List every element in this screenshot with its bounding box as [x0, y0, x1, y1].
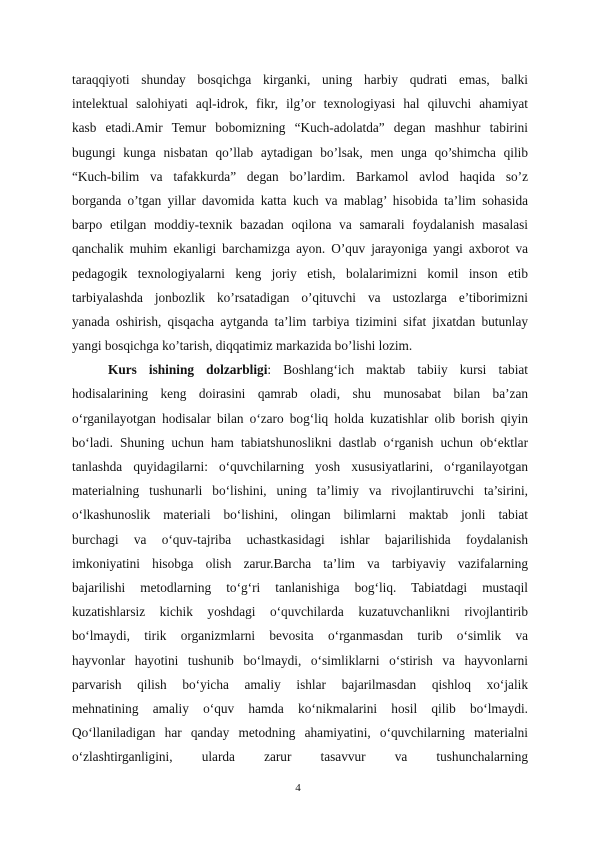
text-line: bajarilishi metodlarning to‘g‘ri tanlanishiga bog‘liq. Tabiatdagi mustaqil — [72, 579, 528, 595]
text-line: taraqqiyoti shunday bosqichga kirganki, uning harbiy qudrati emas, balki — [72, 72, 528, 87]
text-span: : Boshlang‘ich maktab tabiiy kursi tabiat — [267, 362, 528, 378]
text-line: Qo‘llaniladigan har qanday metodning ahamiyatini, o‘quvchilarning materialni — [72, 725, 528, 741]
text-line: yanada oshirish, qisqacha aytganda ta’lim tarbiya tizimini sifat jixatdan butunlay — [72, 313, 528, 329]
body-text — [72, 68, 528, 769]
text-line: hayvonlar hayotini tushunib bo‘lmaydi, o‘simliklarni o‘stirish va hayvonlarni — [72, 652, 528, 668]
paragraph-2 — [72, 358, 528, 769]
text-line: qanchalik muhim ekanligi barchamizga ayon. O’quv jarayoniga yangi axborot va — [72, 241, 528, 257]
text-line: pedagogik texnologiyalarni keng joriy etish, bolalarimizni komil inson etib — [72, 265, 528, 281]
text-line: borganda o’tgan yillar davomida katta kuch va mablag’ hisobida ta’lim sohasida — [72, 192, 528, 208]
text-line: bugungi kunga nisbatan qo’llab aytadigan bo’lsak, men unga qo’shimcha qilib — [72, 144, 528, 160]
text-line: o‘zlashtirganligini, ularda zarur tasavvur va tushunchalarning — [72, 749, 528, 765]
text-line: burchagi va o‘quv-tajriba uchastkasidagi ishlar bajarilishida foydalanish — [72, 531, 528, 547]
text-line: mehnatining amaliy o‘quv hamda ko‘nikmalarini hosil qilib bo‘lmaydi. — [72, 700, 528, 716]
text-line: o‘rganilayotgan hodisalar bilan o‘zaro bog‘liq holda kuzatishlar olib borish qiyin — [72, 410, 528, 426]
text-line: barpo etilgan moddiy-texnik bazadan oqilona va samarali foydalanish masalasi — [72, 217, 528, 233]
text-line: bo‘ladi. Shuning uchun ham tabiatshunoslikni dastlab o‘rganish uchun ob‘ektlar — [72, 434, 528, 450]
text-line: parvarish qilish bo‘yicha amaliy ishlar bajarilmasdan qishloq xo‘jalik — [72, 676, 528, 692]
text-line: yangi bosqichga ko’tarish, diqqatimiz markazida bo’lishi lozim. — [72, 338, 413, 354]
text-line: materialning tushunarli bo‘lishini, uning ta’limiy va rivojlantiruvchi ta’sirini, — [72, 483, 528, 499]
text-line: hodisalarining keng doirasini qamrab oladi, shu munosabat bilan ba’zan — [72, 386, 528, 402]
text-line: “Kuch-bilim va tafakkurda” degan bo’lardim. Barkamol avlod haqida so’z — [72, 168, 528, 184]
text-line: intelektual salohiyati aql-idrok, fikr, ilg’or texnologiyasi hal qiluvchi ahamiyat — [72, 96, 528, 112]
text-line: o‘lkashunoslik materiali bo‘lishini, olingan bilimlarni maktab jonli tabiat — [72, 507, 528, 523]
text-line: bo‘lmaydi, tirik organizmlarni bevosita o‘rganmasdan turib o‘simlik va — [72, 628, 528, 644]
paragraph-1 — [72, 68, 528, 358]
text-line: imkoniyatini hisobga olish zarur.Barcha ta’lim va tarbiyaviy vazifalarning — [72, 555, 528, 571]
text-line: kuzatishlarsiz kichik yoshdagi o‘quvchilarda kuzatuvchanlikni rivojlantirib — [72, 604, 528, 620]
section-heading-inline: Kurs ishining dolzarbligi — [108, 362, 268, 378]
text-line: kasb etadi.Amir Temur bobomizning “Kuch-adolatda” degan mashhur tabirini — [72, 120, 528, 136]
text-line: tanlashda quyidagilarni: o‘quvchilarning yosh xususiyatlarini, o‘rganilayotgan — [72, 459, 528, 474]
page-number: 4 — [295, 782, 301, 794]
text-line: tarbiyalashda jonbozlik ko’rsatadigan o’qituvchi va ustozlarga e’tiborimizni — [72, 289, 528, 305]
text-line — [72, 358, 528, 382]
